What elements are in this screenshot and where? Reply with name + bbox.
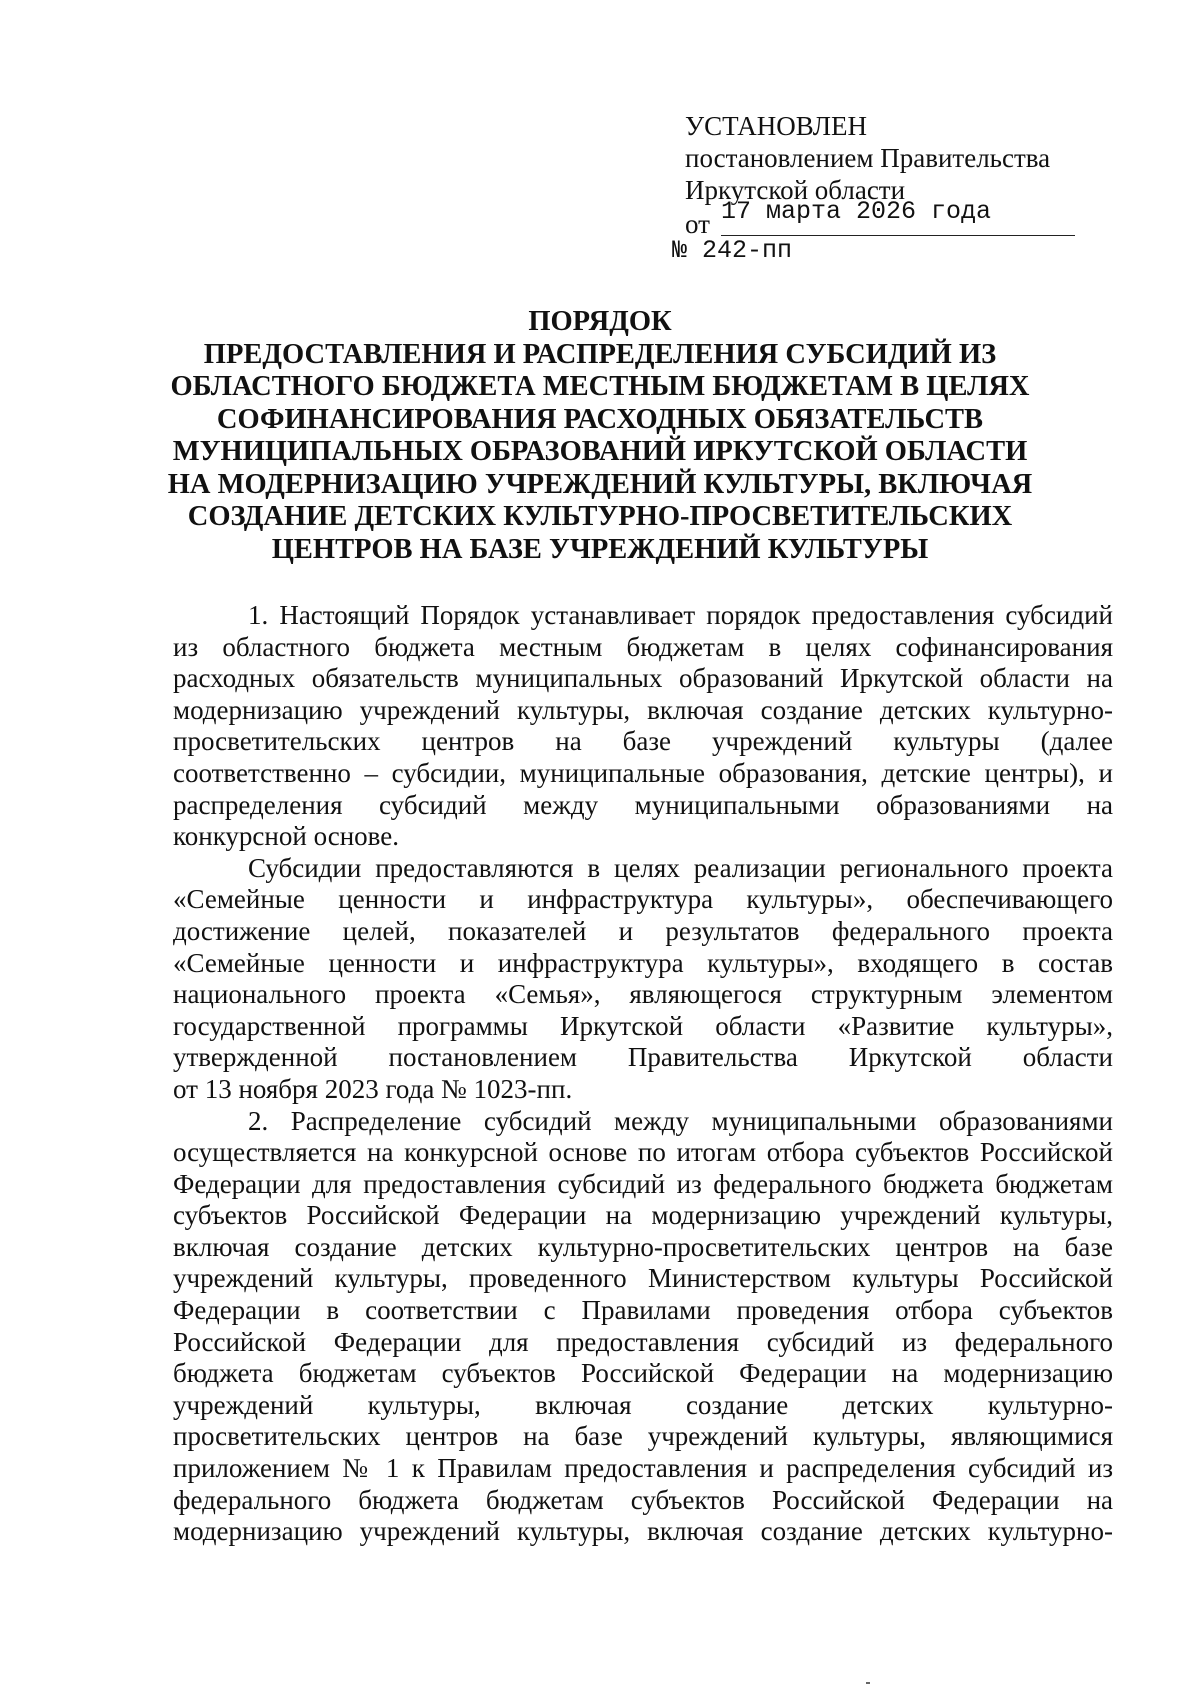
paragraph (173, 1106, 1113, 1548)
paragraph-line: расходных обязательств муниципальных образований Иркутской области на (173, 663, 1113, 694)
title-line: МУНИЦИПАЛЬНЫХ ОБРАЗОВАНИЙ ИРКУТСКОЙ ОБЛАСТИ (172, 436, 1028, 467)
title-line: ПРЕДОСТАВЛЕНИЯ И РАСПРЕДЕЛЕНИЯ СУБСИДИЙ ИЗ (203, 338, 997, 370)
paragraph-line: просветительских центров на базе учреждений культуры, являющимися (173, 1421, 1113, 1452)
paragraph-line: Федерации в соответствии с Правилами проведения отбора субъектов (173, 1295, 1113, 1326)
paragraph-line: от 13 ноября 2023 года № 1023-пп. (173, 1073, 573, 1104)
title-line: ЦЕНТРОВ НА БАЗЕ УЧРЕЖДЕНИЙ КУЛЬТУРЫ (271, 533, 929, 565)
approval-by: постановлением Правительства (685, 143, 1051, 173)
approval-date-line (685, 197, 1080, 239)
paragraph-line: модернизацию учреждений культуры, включая создание детских культурно- (173, 694, 1113, 725)
approval-status: УСТАНОВЛЕН (685, 111, 868, 141)
title-line: ОБЛАСТНОГО БЮДЖЕТА МЕСТНЫМ БЮДЖЕТАМ В ЦЕЛЯХ (170, 371, 1030, 402)
paragraph-line: национального проекта «Семья», являющегося структурным элементом (173, 979, 1113, 1010)
paragraph-line: государственной программы Иркутской области «Развитие культуры», (173, 1010, 1113, 1041)
paragraph-line: «Семейные ценности и инфраструктура культуры», входящего в состав (173, 947, 1113, 978)
paragraph-line: модернизацию учреждений культуры, включая создание детских культурно- (173, 1516, 1113, 1547)
paragraph-line: 2. Распределение субсидий между муниципальными образованиями (248, 1105, 1113, 1136)
approval-number: № 242-пп (672, 236, 793, 265)
paragraph (173, 600, 1113, 853)
paragraph-line: Российской Федерации для предоставления субсидий из федерального (173, 1326, 1113, 1357)
paragraph-line: осуществляется на конкурсной основе по итогам отбора субъектов Российской (173, 1137, 1113, 1168)
paragraph-line: федерального бюджета бюджетам субъектов Российской Федерации на (173, 1484, 1113, 1515)
approval-block (672, 110, 1080, 265)
title-line: СОЗДАНИЕ ДЕТСКИХ КУЛЬТУРНО-ПРОСВЕТИТЕЛЬСКИХ (187, 501, 1013, 532)
paragraph-line: бюджета бюджетам субъектов Российской Федерации на модернизацию (173, 1358, 1113, 1389)
document-body (173, 600, 1113, 1548)
approval-date-prefix: от (685, 209, 710, 239)
paragraph-line: включая создание детских культурно-просветительских центров на базе (173, 1231, 1113, 1262)
paragraph-line: распределения субсидий между муниципальными образованиями на (173, 789, 1113, 820)
paragraph-line: просветительских центров на базе учреждений культуры (далее (173, 726, 1113, 757)
paragraph-line: Федерации для предоставления субсидий из федерального бюджета бюджетам (173, 1168, 1113, 1199)
paragraph-line: учреждений культуры, проведенного Министерством культуры Российской (173, 1263, 1113, 1294)
paragraph-line: конкурсной основе. (173, 821, 399, 852)
paragraph-line: 1. Настоящий Порядок устанавливает порядок предоставления субсидий (248, 600, 1113, 630)
paragraph-line: соответственно – субсидии, муниципальные образования, детские центры), и (173, 757, 1113, 788)
paragraph (173, 853, 1113, 1106)
title-line: ПОРЯДОК (528, 306, 672, 337)
scan-speck (866, 1682, 870, 1684)
paragraph-line: приложением № 1 к Правилам предоставления и распределения субсидий из (173, 1453, 1113, 1484)
title-line: СОФИНАНСИРОВАНИЯ РАСХОДНЫХ ОБЯЗАТЕЛЬСТВ (216, 403, 984, 435)
document-title (150, 306, 1050, 566)
approval-date: 17 марта 2026 года (721, 197, 992, 226)
approval-region: Иркутской области (685, 175, 906, 205)
paragraph-line: достижение целей, показателей и результатов федерального проекта (173, 915, 1113, 946)
paragraph-line: утвержденной постановлением Правительства Иркутской области (173, 1042, 1113, 1073)
paragraph-line: из областного бюджета местным бюджетам в целях софинансирования (173, 631, 1113, 662)
paragraph-line: учреждений культуры, включая создание детских культурно- (173, 1389, 1113, 1420)
paragraph-line: Субсидии предоставляются в целях реализации регионального проекта (248, 852, 1113, 883)
paragraph-line: «Семейные ценности и инфраструктура культуры», обеспечивающего (173, 884, 1113, 915)
title-line: НА МОДЕРНИЗАЦИЮ УЧРЕЖДЕНИЙ КУЛЬТУРЫ, ВКЛЮЧАЯ (167, 468, 1033, 500)
paragraph-line: субъектов Российской Федерации на модернизацию учреждений культуры, (173, 1200, 1113, 1231)
